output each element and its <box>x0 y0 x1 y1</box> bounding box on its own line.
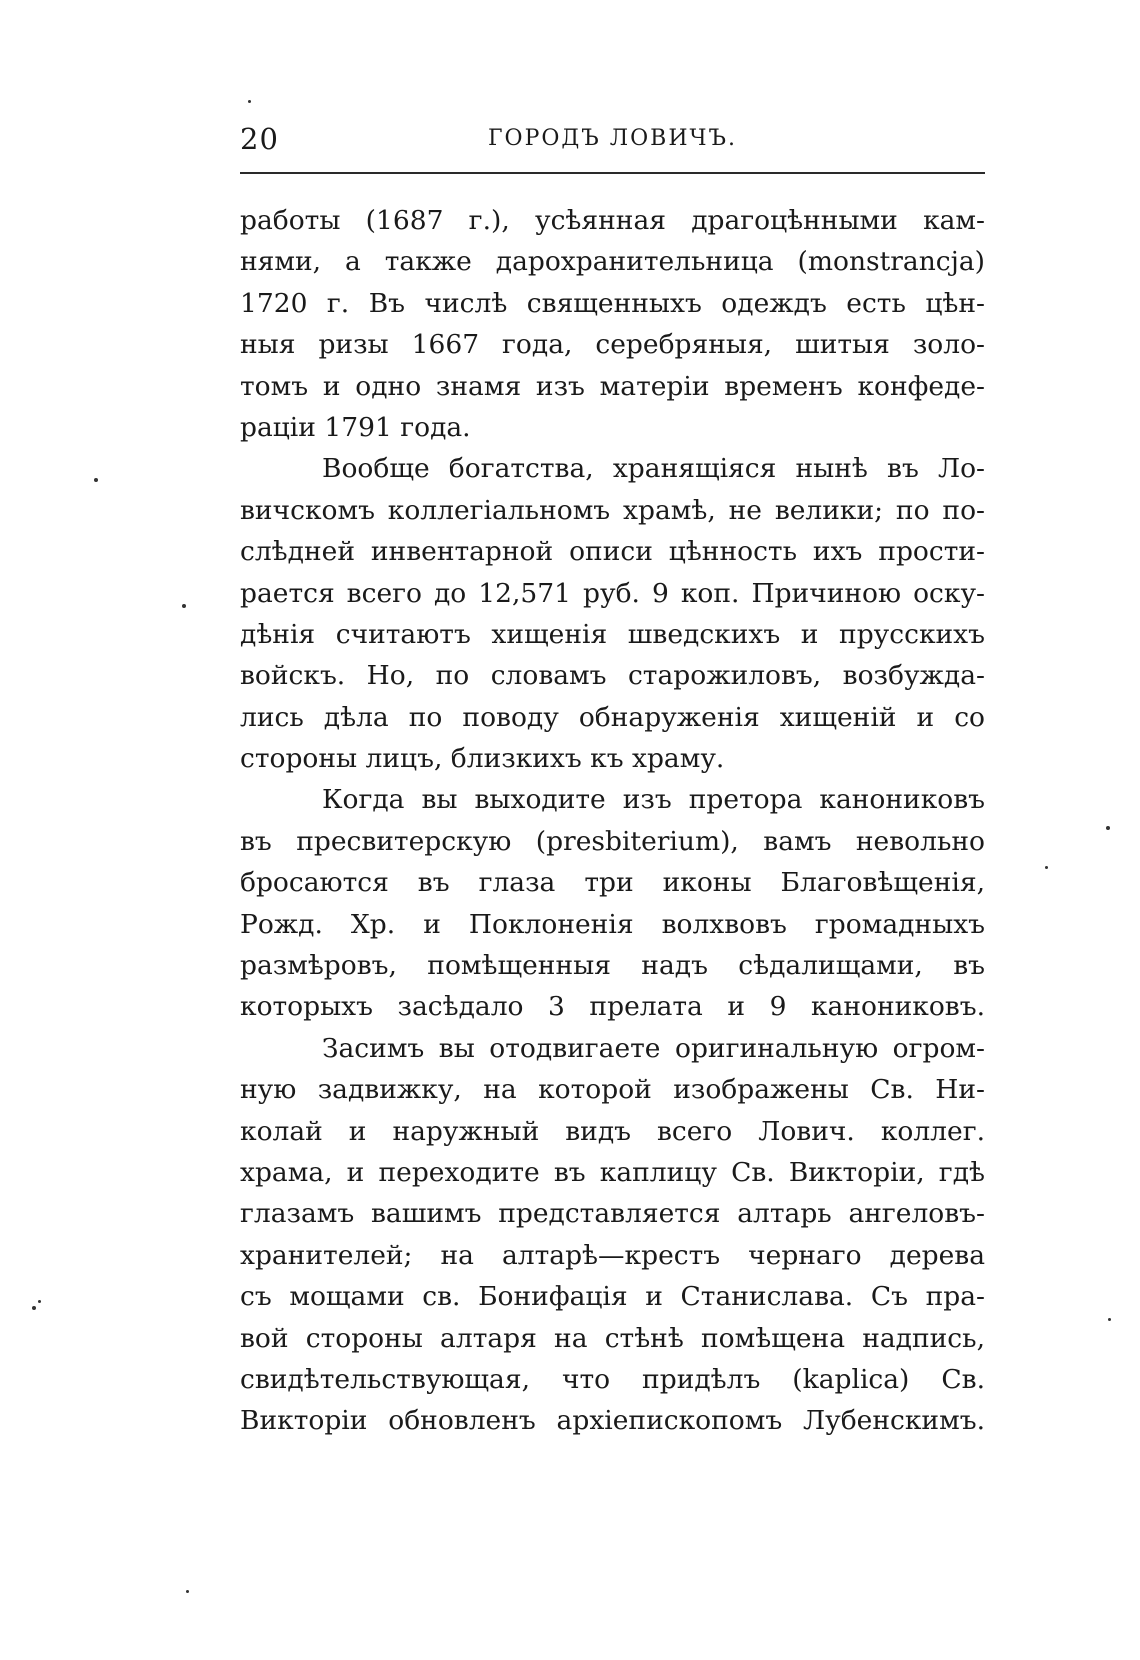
scan-speck <box>1106 826 1110 830</box>
text-line: стороны лицъ, близкихъ къ храму. <box>240 743 725 775</box>
text-line: свидѣтельствующая, что придѣлъ (kaplica) Св. <box>240 1363 985 1395</box>
text-line: Вообще богатства, хранящіяся нынѣ въ Ло- <box>322 453 985 485</box>
scan-speck <box>1045 866 1048 869</box>
text-line: лись дѣла по поводу обнаруженія хищеній и со <box>240 701 985 733</box>
scan-speck <box>248 100 251 103</box>
scan-speck <box>94 478 98 482</box>
text-line: глазамъ вашимъ представляется алтарь ангеловъ- <box>240 1198 985 1230</box>
scan-speck <box>38 1300 41 1303</box>
text-line: нями, а также дарохранительница (monstrancja) <box>240 246 985 278</box>
page-header <box>240 118 985 162</box>
scan-speck <box>32 1306 36 1310</box>
text-line: слѣдней инвентарной описи цѣнность ихъ прости- <box>240 536 985 568</box>
text-line: вой стороны алтаря на стѣнѣ помѣщена надпись, <box>240 1322 985 1354</box>
page-number: 20 <box>240 122 279 156</box>
text-line: Викторіи обновленъ архіепископомъ Лубенскимъ. <box>240 1405 985 1437</box>
running-title: ГОРОДЪ ЛОВИЧЪ. <box>487 126 738 151</box>
text-line: томъ и одно знамя изъ матеріи временъ конфеде- <box>240 370 985 402</box>
text-line: работы (1687 г.), усѣянная драгоцѣнными кам- <box>240 205 985 236</box>
text-line: вичскомъ коллегіальномъ храмѣ, не велики; по по- <box>240 494 985 526</box>
text-line: размѣровъ, помѣщенныя надъ сѣдалищами, въ <box>240 950 985 982</box>
scan-speck <box>186 1590 189 1593</box>
text-line: 1720 г. Въ числѣ священныхъ одеждъ есть цѣн- <box>240 287 985 319</box>
text-line: съ мощами св. Бонифація и Станислава. Съ пра- <box>240 1281 985 1313</box>
text-line: которыхъ засѣдало 3 прелата и 9 канониковъ. <box>240 991 985 1023</box>
text-line: раціи 1791 года. <box>240 411 471 443</box>
text-line: войскъ. Но, по словамъ старожиловъ, возбуждa- <box>240 660 985 692</box>
body-text <box>240 200 985 1442</box>
scan-speck <box>1108 1318 1111 1321</box>
text-line: дѣнія считаютъ хищенія шведскихъ и прусскихъ <box>240 618 985 650</box>
text-line: храма, и переходите въ каплицу Св. Викторіи, гдѣ <box>240 1156 985 1188</box>
text-line: Когда вы выходите изъ претора канониковъ <box>322 784 985 816</box>
text-line: Рожд. Хр. и Поклоненія волхвовъ громадныхъ <box>240 908 985 940</box>
text-line: колай и наружный видъ всего Лович. коллег. <box>240 1115 985 1147</box>
text-line: бросаются въ глаза три иконы Благовѣщенія, <box>240 867 985 899</box>
scan-speck <box>182 604 186 608</box>
text-line: ную задвижку, на которой изображены Св. Ни- <box>240 1074 985 1106</box>
text-line: въ пресвитерскую (presbiterium), вамъ невольно <box>240 825 985 857</box>
text-line: Засимъ вы отодвигаете оригинальную огром- <box>322 1032 985 1064</box>
header-rule <box>240 172 985 174</box>
text-line: рается всего до 12,571 руб. 9 коп. Причиною оску- <box>240 577 985 609</box>
text-line: ныя ризы 1667 года, серебряныя, шитыя золо- <box>240 329 985 361</box>
text-line: хранителей; на алтарѣ—крестъ чернаго дерева <box>240 1239 985 1271</box>
